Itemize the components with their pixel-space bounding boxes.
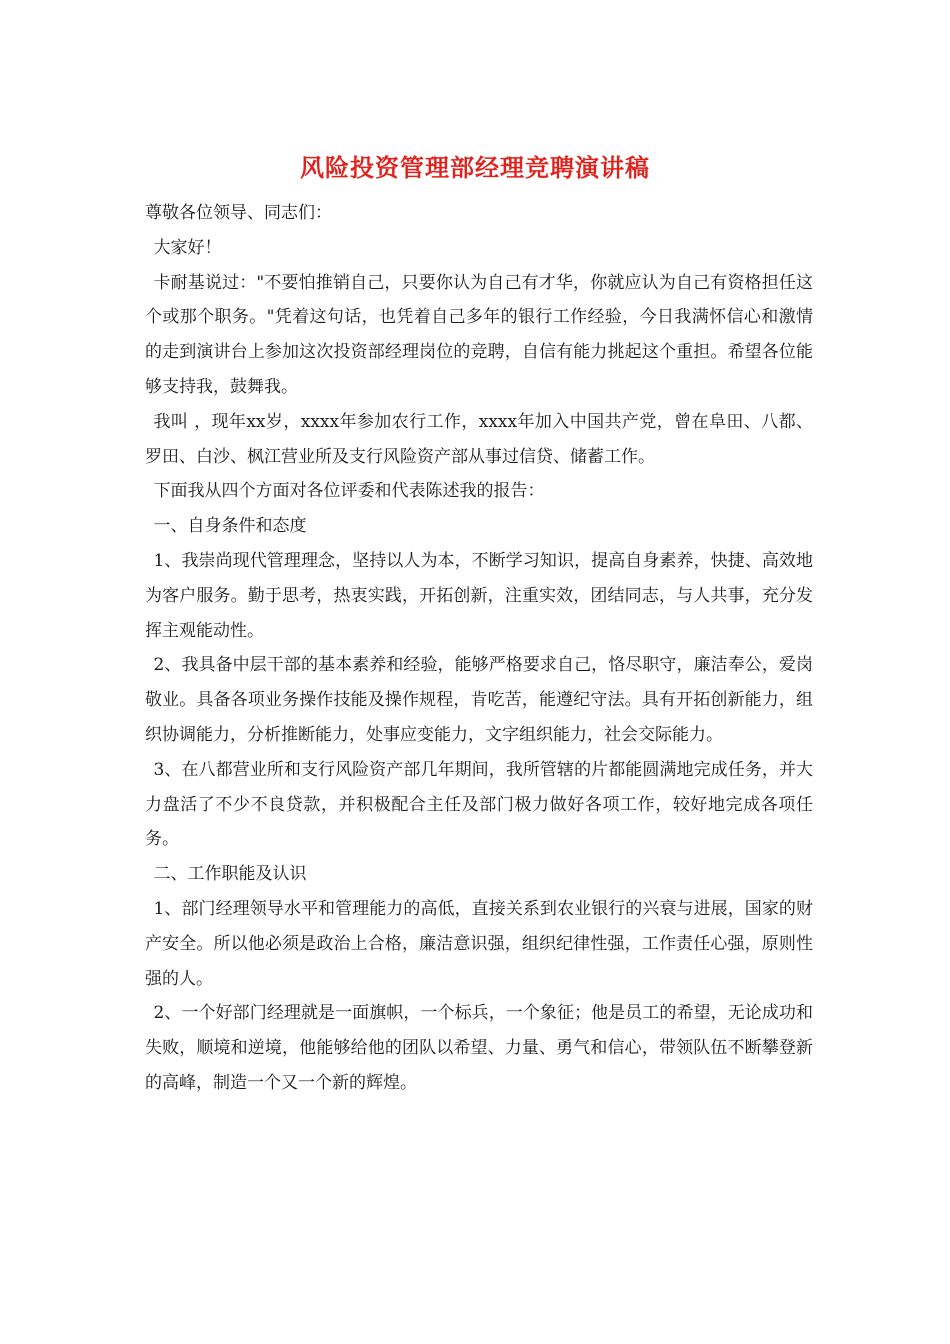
paragraph-outline: 下面我从四个方面对各位评委和代表陈述我的报告：: [153, 481, 545, 502]
paragraph-item-1-3: 3、在八都营业所和支行风险资产部几年期间，我所管辖的片都能圆满地完成任务，并大力盘活了不少不良贷款，并积极配合主任及部门极力做好各项工作，较好地完成各项任务。: [145, 759, 813, 850]
paragraph-salutation: 尊敬各位领导、同志们：: [145, 203, 332, 223]
paragraph-item-2-2: 2、一个好部门经理就是一面旗帜，一个标兵，一个象征；他是员工的希望，无论成功和失败，顺境和逆境，他能够给他的团队以希望、力量、勇气和信心，带领队伍不断攀登新的高峰，制造一个又一个新的辉煌。: [145, 1003, 813, 1093]
paragraph-intro: 卡耐基说过："不要怕推销自己，只要你认为自己有才华，你就应认为自己有资格担任这个或那个职务。"凭着这句话，也凭着自己多年的银行工作经验，今日我满怀信心和激情的走到演讲台上参加这次投资部经理岗位的竞聘，自信有能力挑起这个重担。希望各位能够支持我，鼓舞我。: [145, 272, 813, 397]
paragraph-self-introduction: 我叫 ，现年xx岁，xxxx年参加农行工作，xxxx年加入中国共产党，曾在阜田、八都、罗田、白沙、枫江营业所及支行风险资产部从事过信贷、储蓄工作。: [145, 411, 813, 467]
section-heading-1: 一、自身条件和态度: [153, 516, 307, 537]
document-title: 风险投资管理部经理竞聘演讲稿: [300, 153, 650, 182]
paragraph-greeting: 大家好！: [153, 237, 222, 258]
paragraph-item-1-2: 2、我具备中层干部的基本素养和经验，能够严格要求自己，恪尽职守，廉洁奉公，爱岗敬业。具备各项业务操作技能及操作规程，肯吃苦，能遵纪守法。具有开拓创新能力，组织协调能力，分析推断能力，处事应变能力，文字组织能力，社会交际能力。: [145, 655, 813, 745]
document-body: [145, 196, 813, 1101]
section-heading-2: 二、工作职能及认识: [153, 864, 307, 885]
paragraph-item-2-1: 1、部门经理领导水平和管理能力的高低，直接关系到农业银行的兴衰与进展，国家的财产安全。所以他必须是政治上合格，廉洁意识强，组织纪律性强，工作责任心强，原则性强的人。: [145, 898, 813, 989]
paragraph-item-1-1: 1、我崇尚现代管理理念，坚持以人为本，不断学习知识，提高自身素养，快捷、高效地为客户服务。勤于思考，热衷实践，开拓创新，注重实效，团结同志，与人共事，充分发挥主观能动性。: [145, 550, 813, 641]
